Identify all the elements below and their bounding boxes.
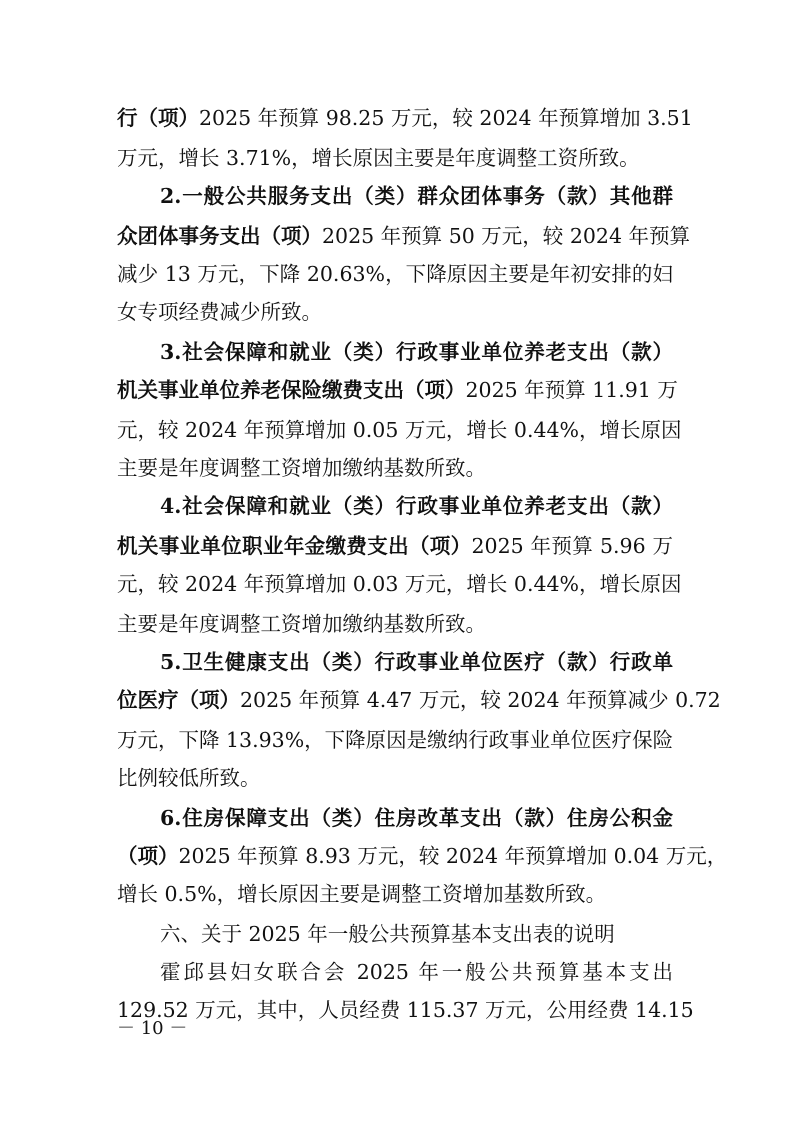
body-text: 主要是年度调整工资增加缴纳基数所致。 <box>117 612 486 636</box>
body-text: 2025 年预算 4.47 万元，较 2024 年预算减少 0.72 <box>240 688 721 712</box>
item-2-heading-line-2 <box>117 222 691 250</box>
item-2-heading-line-1 <box>160 182 673 210</box>
bold-text: 机关事业单位职业年金缴费支出（项） <box>117 534 472 558</box>
item-5-heading-line-2 <box>117 686 721 714</box>
text-line-23 <box>160 958 673 986</box>
item-5-heading-line-1 <box>160 648 673 676</box>
body-text: 2025 年预算 11.91 万 <box>465 378 678 402</box>
text-line-17 <box>117 726 673 754</box>
bold-text: 4.社会保障和就业（类）行政事业单位养老支出（款） <box>160 494 673 518</box>
bold-text: （项） <box>117 844 179 868</box>
text-line-18 <box>117 764 673 792</box>
body-text: 元，较 2024 年预算增加 0.05 万元，增长 0.44%，增长原因 <box>117 418 682 442</box>
body-text: 万元，下降 13.93%，下降原因是缴纳行政事业单位医疗保险 <box>117 728 674 752</box>
bold-text: 众团体事务支出（项） <box>117 224 322 248</box>
bold-text: 机关事业单位养老保险缴费支出（项） <box>117 378 466 402</box>
body-text: 129.52 万元，其中，人员经费 115.37 万元，公用经费 14.15 <box>117 998 694 1022</box>
body-text: 2025 年预算 5.96 万 <box>471 534 673 558</box>
bold-text: 位医疗（项） <box>117 688 240 712</box>
section-heading-text: 六、关于 2025 年一般公共预算基本支出表的说明 <box>160 922 615 946</box>
body-text: 2025 年预算 8.93 万元，较 2024 年预算增加 0.04 万元， <box>178 844 728 868</box>
bold-text: 2.一般公共服务支出（类）群众团体事务（款）其他群 <box>160 184 673 208</box>
body-text: 女专项经费减少所致。 <box>117 300 322 324</box>
item-4-heading-line-1 <box>160 492 673 520</box>
body-text: 2025 年预算 98.25 万元，较 2024 年预算增加 3.51 <box>199 106 693 130</box>
bold-text: 6.住房保障支出（类）住房改革支出（款）住房公积金 <box>160 806 673 830</box>
text-line-24 <box>117 996 694 1024</box>
text-line-10 <box>117 454 673 482</box>
item-6-heading-line-1 <box>160 804 673 832</box>
text-line-21 <box>117 880 673 908</box>
bold-text: 行（项） <box>117 106 199 130</box>
body-text: 比例较低所致。 <box>117 766 261 790</box>
bold-text: 5.卫生健康支出（类）行政事业单位医疗（款）行政单 <box>160 650 673 674</box>
body-text: 减少 13 万元，下降 20.63%，下降原因主要是年初安排的妇 <box>117 262 673 286</box>
item-3-heading-line-1 <box>160 338 673 366</box>
body-text: 主要是年度调整工资增加缴纳基数所致。 <box>117 456 486 480</box>
page-number: － 10 － <box>117 1018 188 1039</box>
text-line-2 <box>117 144 673 172</box>
bold-text: 3.社会保障和就业（类）行政事业单位养老支出（款） <box>160 340 673 364</box>
text-line-9 <box>117 416 682 444</box>
body-text: 万元，增长 3.71%，增长原因主要是年度调整工资所致。 <box>117 146 640 170</box>
item-4-heading-line-2 <box>117 532 673 560</box>
body-text: 增长 0.5%，增长原因主要是调整工资增加基数所致。 <box>117 882 607 906</box>
body-text: 霍邱县妇女联合会 2025 年一般公共预算基本支出 <box>160 960 673 984</box>
text-line-14 <box>117 610 673 638</box>
body-text: 元，较 2024 年预算增加 0.03 万元，增长 0.44%，增长原因 <box>117 572 682 596</box>
text-line-5 <box>117 260 673 288</box>
text-line-1 <box>117 104 693 132</box>
text-line-6 <box>117 298 673 326</box>
item-3-heading-line-2 <box>117 376 678 404</box>
item-6-heading-line-2 <box>117 842 728 870</box>
section-6-heading <box>160 920 673 948</box>
body-text: 2025 年预算 50 万元，较 2024 年预算 <box>322 224 691 248</box>
text-line-13 <box>117 570 682 598</box>
